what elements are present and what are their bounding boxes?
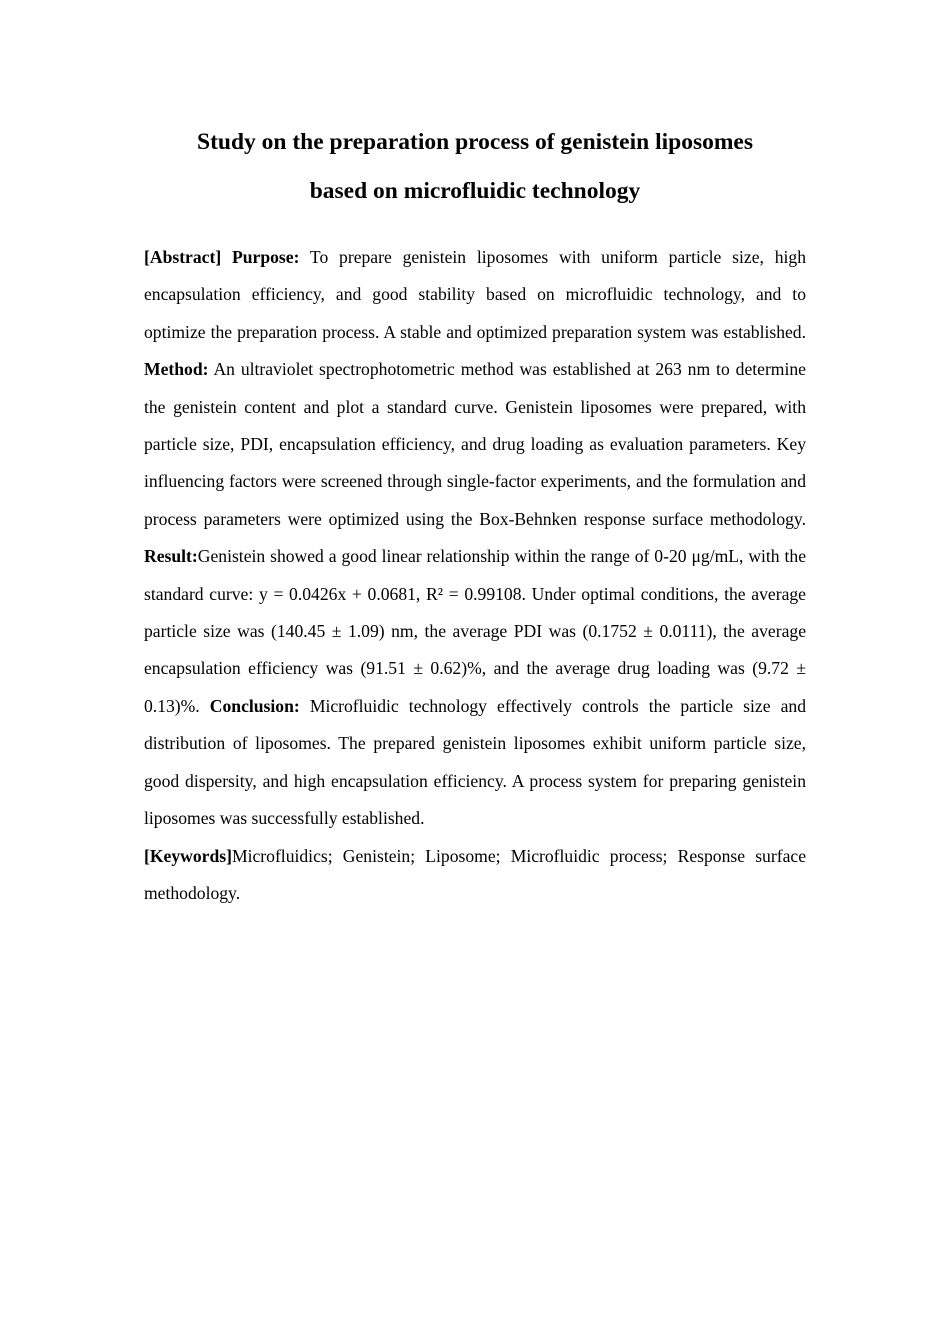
method-text: An ultraviolet spectrophotometric method was established at 263 nm to determine the genistein content and plot a standard curve. Genistein liposomes were prepared, with particle size, PDI, encapsulation efficiency, and drug loading as evaluation parameters. Key influencing factors were screened through single-factor experiments, and the formulation and process parameters were optimized using the Box-Behnken response surface methodology. bbox=[144, 359, 806, 529]
title-line-2: based on microfluidic technology bbox=[309, 178, 641, 204]
result-label: Result: bbox=[144, 546, 198, 567]
keywords-paragraph bbox=[144, 838, 806, 913]
purpose-label: Purpose: bbox=[232, 247, 300, 267]
result-text: Genistein showed a good linear relationship within the range of 0-20 μg/mL, with the standard curve: y = 0.0426x + 0.0681, R² = 0.99108. Under optimal conditions, the average particle size was (140.45 ± 1.09) nm, the average PDI was (0.1752 ± 0.0111), the average encapsulation efficiency was (91.51 ± 0.62)%, and the average drug loading was (9.72 ± 0.13)%. bbox=[144, 546, 806, 716]
paper-page bbox=[144, 118, 806, 912]
purpose-text: To prepare genistein liposomes with uniform particle size, high encapsulation efficiency, and good stability based on microfluidic technology, and to optimize the preparation process. A stable and optimized preparation system was established. bbox=[144, 247, 806, 342]
method-label: Method: bbox=[144, 359, 209, 380]
title-line-1: Study on the preparation process of genistein liposomes bbox=[197, 129, 753, 155]
keywords-label: [Keywords] bbox=[144, 845, 232, 866]
keywords-text: Microfluidics; Genistein; Liposome; Microfluidic process; Response surface methodology. bbox=[144, 845, 806, 903]
abstract-label: [Abstract] bbox=[144, 247, 222, 267]
abstract-paragraph bbox=[144, 239, 806, 838]
paper-title bbox=[144, 118, 806, 216]
conclusion-text: Microfluidic technology effectively controls the particle size and distribution of liposomes. The prepared genistein liposomes exhibit uniform particle size, good dispersity, and high encapsulation efficiency. A process system for preparing genistein liposomes was successfully established. bbox=[144, 695, 806, 829]
conclusion-label: Conclusion: bbox=[209, 695, 300, 716]
